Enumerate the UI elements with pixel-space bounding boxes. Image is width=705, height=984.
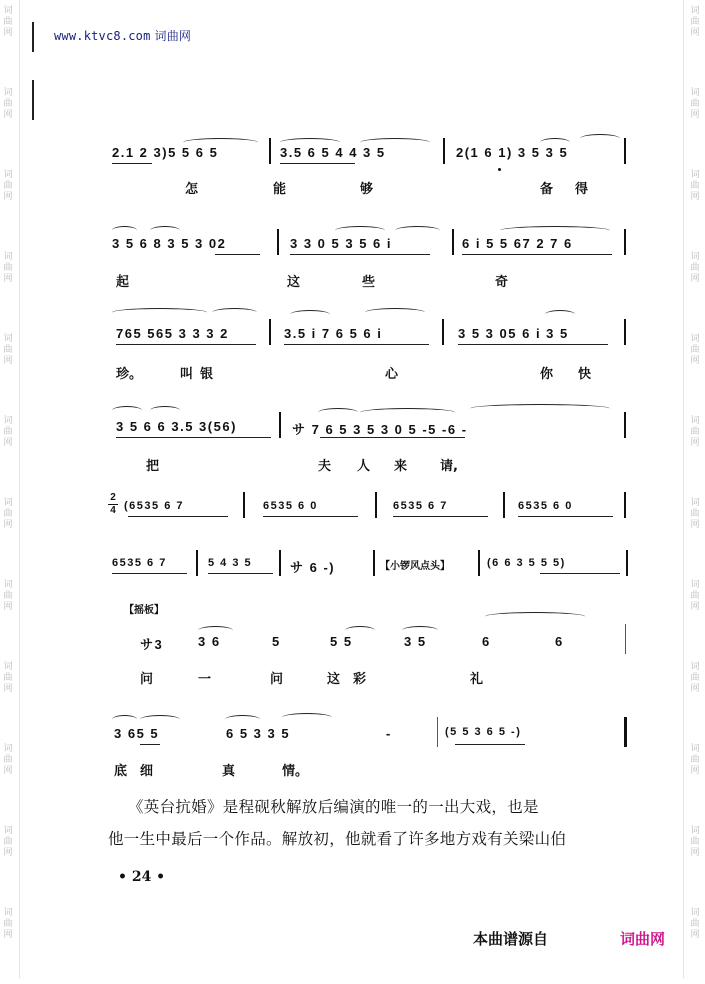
watermark: 词曲网 (690, 580, 700, 612)
notation-measure: サ 7 6 5 3 5 3 0 5 -5 -6 - (292, 422, 468, 437)
bar-line (269, 138, 271, 164)
time-signature-bottom: 4 (110, 505, 116, 516)
lyric: 夫 (318, 459, 332, 474)
slur (545, 310, 575, 319)
slur (500, 226, 610, 235)
notation-measure: 6535 6 0 (263, 500, 318, 512)
notation-measure: 6 (555, 634, 564, 649)
site-header (54, 27, 191, 44)
slur (225, 715, 260, 724)
underline (393, 516, 488, 517)
slur (282, 713, 332, 722)
notation-measure: 3 5 6 8 3 5 3 02 (112, 236, 227, 251)
lyric: 得 (575, 182, 589, 197)
bar-line (443, 138, 445, 164)
slur (112, 715, 137, 724)
underline (320, 437, 465, 438)
notation-measure: (6 6 3 5 5 5) (487, 557, 566, 569)
notation-measure: 3.5 6 5 4 4 3 5 (280, 145, 386, 160)
bar-line (277, 229, 279, 255)
watermark: 词曲网 (3, 826, 13, 858)
bar-line (196, 550, 198, 576)
bar-line (624, 412, 626, 438)
notation-measure: 2(1 6 1) 3 5 3 5 (456, 145, 569, 160)
notation-measure: 5 5 (330, 634, 353, 649)
underline (462, 254, 612, 255)
notation-measure: サ3 (140, 637, 164, 652)
watermark: 词曲网 (3, 334, 13, 366)
slur (212, 308, 257, 317)
watermark: 词曲网 (690, 662, 700, 694)
watermark: 词曲网 (690, 88, 700, 120)
page-number: • 24 • (118, 869, 166, 885)
notation-measure: 6 5 3 3 5 (226, 726, 291, 741)
bar-line (442, 319, 444, 345)
watermark: 词曲网 (690, 744, 700, 776)
notation-measure: - (386, 726, 392, 741)
time-signature (108, 493, 118, 516)
underline (112, 573, 187, 574)
lyric: 把 (146, 459, 160, 474)
lyric: 起 (116, 275, 130, 290)
watermark: 词曲网 (690, 908, 700, 940)
notation-measure: 3 5 (404, 634, 427, 649)
bar-line (269, 319, 271, 345)
notation-measure: 765 565 3 3 3 2 (116, 326, 229, 341)
bar-line (624, 229, 626, 255)
bar-line (373, 550, 375, 576)
lyric: 备 (540, 182, 554, 197)
watermark: 词曲网 (690, 416, 700, 448)
slur (395, 226, 440, 235)
source-label: 本曲谱源自 (473, 930, 549, 948)
lyric: 请, (440, 459, 458, 474)
underline (116, 344, 256, 345)
watermark: 词曲网 (690, 498, 700, 530)
underline (128, 516, 228, 517)
lyric: 这 (327, 672, 341, 687)
right-edge-line (683, 0, 684, 978)
watermark: 词曲网 (3, 662, 13, 694)
lyric: 问 (270, 672, 284, 687)
lyric: 人 (357, 459, 371, 474)
watermark: 词曲网 (3, 416, 13, 448)
bar-line (625, 624, 626, 654)
section-tag: 【小锣风点头】 (380, 561, 450, 572)
lyric: 够 (360, 182, 374, 197)
lyric: 你 (540, 367, 554, 382)
lyric: 礼 (470, 672, 484, 687)
bar-line (624, 138, 626, 164)
notation-measure: 3 6 (198, 634, 221, 649)
notation-measure: 3 3 0 5 3 5 6 i (290, 236, 393, 251)
lyric: 彩 (353, 672, 367, 687)
underline (263, 516, 358, 517)
lyric: 能 (273, 182, 287, 197)
slur (112, 308, 207, 317)
watermark: 词曲网 (3, 498, 13, 530)
watermark: 词曲网 (3, 252, 13, 284)
slur (150, 406, 180, 415)
lyric: 叫 (180, 367, 194, 382)
notation-measure: 3 5 6 6 3.5 3(56) (116, 419, 237, 434)
notation-measure: 6535 6 7 (112, 557, 167, 569)
notation-measure: サ 6 -) (290, 560, 336, 575)
bar-line (503, 492, 505, 518)
slur (150, 226, 180, 235)
underline (208, 573, 273, 574)
underline (280, 163, 355, 164)
watermark: 词曲网 (3, 170, 13, 202)
lyric: 快 (578, 367, 592, 382)
underline (540, 573, 620, 574)
lyric: 问 (140, 672, 154, 687)
prose-line: 《英台抗婚》是程砚秋解放后编演的唯一的一出大戏，也是 (128, 798, 539, 816)
bar-line (626, 550, 628, 576)
slur (580, 134, 620, 143)
lyric: 来 (394, 459, 408, 474)
notation-measure: 6535 6 7 (393, 500, 448, 512)
slur (360, 408, 455, 417)
octave-dot (498, 168, 501, 171)
notation-measure: (6535 6 7 (124, 500, 184, 512)
underline (116, 437, 271, 438)
slur (470, 404, 610, 413)
underline (458, 344, 608, 345)
bar-line (624, 492, 626, 518)
lyric: 这 (287, 275, 301, 290)
lyric: 心 (385, 367, 399, 382)
slur (485, 612, 585, 621)
notation-measure: 6 i 5 5 67 2 7 6 (462, 236, 573, 251)
left-edge-line (19, 0, 20, 978)
notation-measure: 3.5 i 7 6 5 6 i (284, 326, 383, 341)
lyric: 珍。 (116, 367, 143, 382)
site-url[interactable]: www.ktvc8.com (54, 29, 151, 43)
section-tag: 【摇板】 (124, 605, 164, 616)
notation-measure: 6 (482, 634, 491, 649)
watermark: 词曲网 (690, 252, 700, 284)
watermark: 词曲网 (690, 334, 700, 366)
notation-measure: 5 (272, 634, 281, 649)
lyric: 怎 (185, 182, 199, 197)
notation-measure: 3 65 5 (114, 726, 160, 741)
watermark: 词曲网 (3, 88, 13, 120)
watermark: 词曲网 (3, 6, 13, 38)
underline (518, 516, 613, 517)
right-watermark-column (689, 6, 703, 984)
bar-line (624, 319, 626, 345)
margin-mark (32, 80, 34, 120)
slur (365, 308, 425, 317)
lyric: 真 (222, 764, 236, 779)
lyric: 细 (140, 764, 154, 779)
lyric: 底 (114, 764, 128, 779)
slur (140, 715, 180, 724)
bar-line (452, 229, 454, 255)
watermark: 词曲网 (690, 6, 700, 38)
watermark: 词曲网 (690, 826, 700, 858)
notation-measure: (5 5 3 6 5 -) (445, 726, 522, 738)
slur (335, 226, 385, 235)
prose-line: 他一生中最后一个作品。解放初，他就看了许多地方戏有关梁山伯 (108, 830, 567, 848)
underline (455, 744, 525, 745)
source-site-link[interactable]: 词曲网 (620, 930, 666, 948)
watermark: 词曲网 (3, 580, 13, 612)
notation-measure: 5 4 3 5 (208, 557, 253, 569)
site-name: 词曲网 (154, 29, 192, 43)
slur (318, 408, 358, 417)
underline (140, 744, 160, 745)
lyric: 情。 (282, 764, 309, 779)
lyric: 些 (362, 275, 376, 290)
lyric: 银 (200, 367, 214, 382)
left-watermark-column (2, 6, 16, 984)
lyric: 奇 (495, 275, 509, 290)
lyric: 一 (198, 672, 212, 687)
bar-line (478, 550, 480, 576)
underline (112, 163, 152, 164)
bar-line (375, 492, 377, 518)
slur (112, 226, 137, 235)
underline (284, 344, 429, 345)
watermark: 词曲网 (690, 170, 700, 202)
underline (215, 254, 260, 255)
bar-line (279, 550, 281, 576)
watermark: 词曲网 (3, 908, 13, 940)
slur (112, 406, 142, 415)
notation-measure: 6535 6 0 (518, 500, 573, 512)
watermark: 词曲网 (3, 744, 13, 776)
bar-line (279, 412, 281, 438)
bar-line (437, 717, 438, 747)
margin-mark (32, 22, 34, 52)
notation-measure: 2.1 2 3)5 5 6 5 (112, 145, 219, 160)
underline (290, 254, 430, 255)
time-signature-top: 2 (110, 492, 116, 503)
slur (290, 310, 330, 319)
notation-measure: 3 5 3 05 6 i 3 5 (458, 326, 569, 341)
final-bar-line (624, 717, 627, 747)
bar-line (243, 492, 245, 518)
